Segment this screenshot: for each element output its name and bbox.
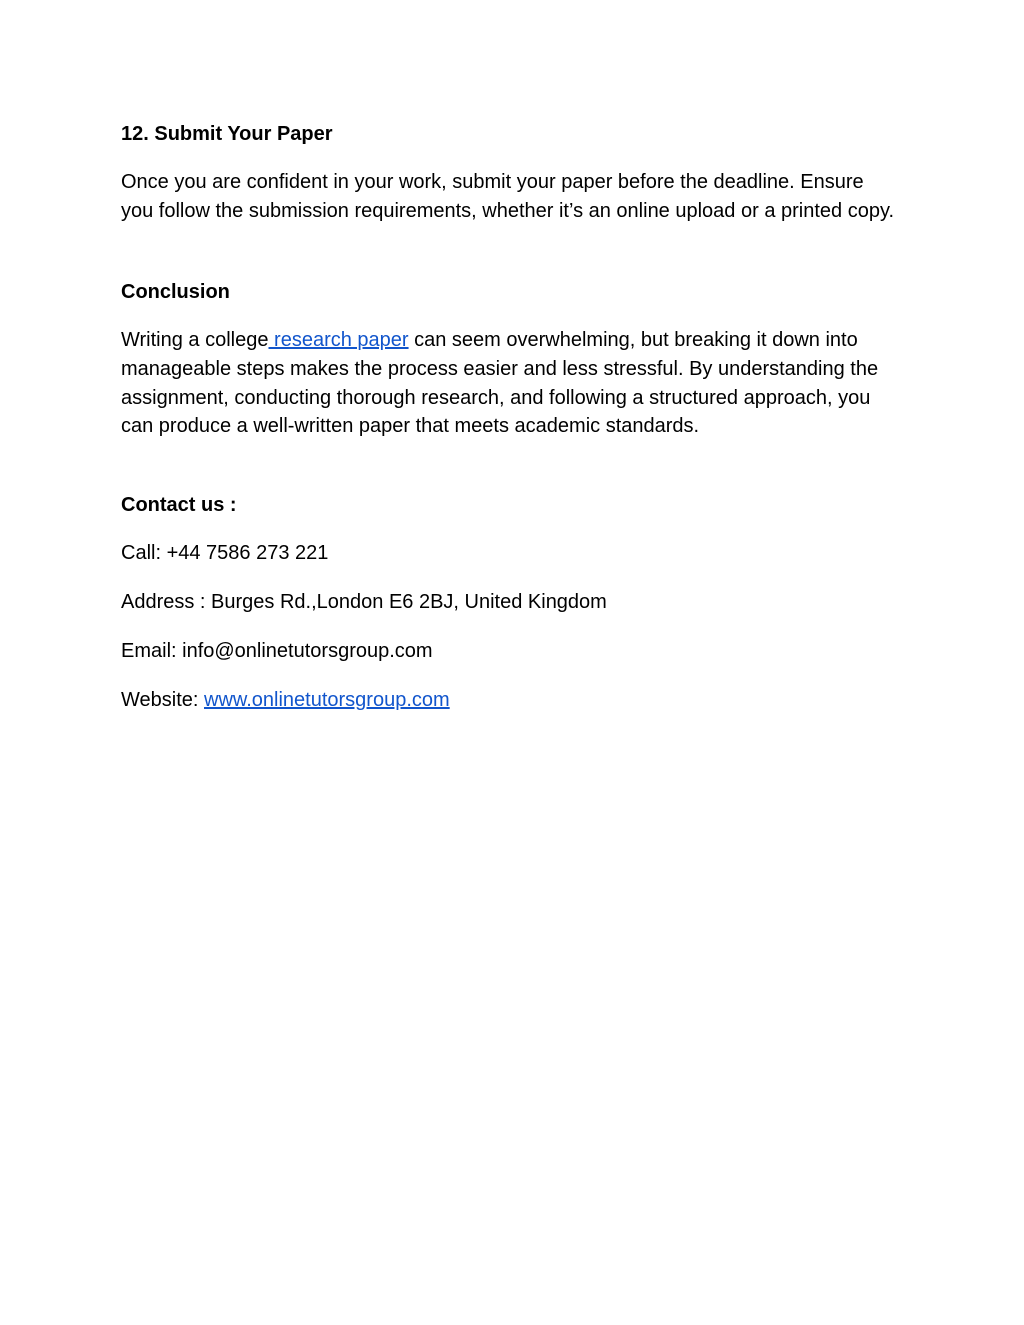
contact-call: Call: +44 7586 273 221 (121, 542, 329, 564)
section-heading-contact: Contact us : (121, 494, 237, 516)
conclusion-text-end: can seem overwhelming, but breaking it down into manageable steps makes the process easier and less stressful. By understanding the assignment, conducting thorough research, and following a structured approach, you can produce a well-written paper that meets academic standards. (121, 329, 879, 438)
contact-website (121, 687, 450, 713)
section-heading-conclusion: Conclusion (121, 281, 230, 303)
conclusion-paragraph (121, 326, 901, 441)
conclusion-text-start: Writing a college (121, 329, 269, 351)
research-paper-link[interactable]: research paper (268, 329, 409, 351)
section-heading-submit-paper: 12. Submit Your Paper (121, 123, 333, 145)
website-link[interactable]: www.onlinetutorsgroup.com (204, 689, 450, 711)
website-label: Website: (121, 689, 204, 711)
contact-email: Email: info@onlinetutorsgroup.com (121, 640, 433, 662)
submit-paper-paragraph: Once you are confident in your work, submit your paper before the deadline. Ensure you follow the submission requirements, whether it’s an online upload or a printed copy. (121, 171, 895, 222)
contact-address: Address : Burges Rd.,London E6 2BJ, United Kingdom (121, 591, 607, 613)
